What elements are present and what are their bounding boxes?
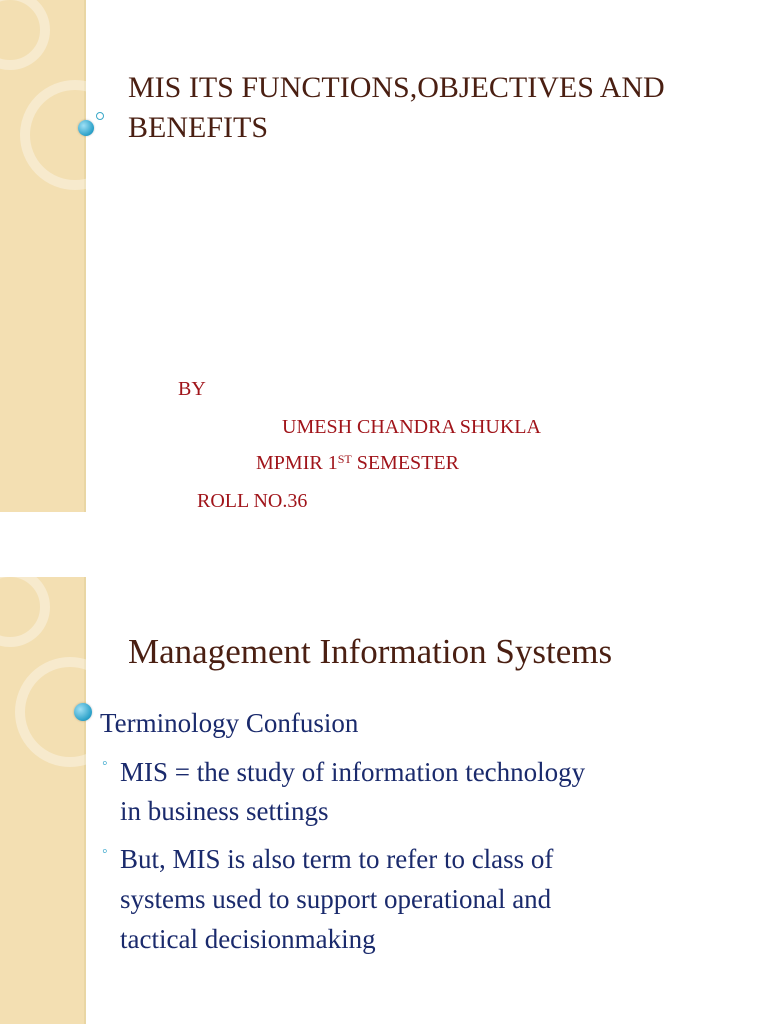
decorative-band xyxy=(0,0,84,512)
small-circle-icon xyxy=(96,112,104,120)
band-edge xyxy=(84,0,86,512)
slide-divider xyxy=(0,512,768,577)
decorative-ring xyxy=(20,80,130,190)
sub-bullet-icon: ◦ xyxy=(102,755,108,772)
sub-bullet-line: But, MIS is also term to refer to class of xyxy=(120,844,554,874)
sub-bullet-line: MIS = the study of information technology xyxy=(120,757,586,787)
sub-bullet-line: tactical decisionmaking xyxy=(120,924,376,954)
bullet-dot-icon xyxy=(78,120,94,136)
sub-bullet-icon: ◦ xyxy=(102,843,108,860)
slide-title: Management Information Systems xyxy=(128,632,613,671)
bullet-item: Terminology Confusion xyxy=(100,708,359,738)
course-prefix: MPMIR 1 xyxy=(256,452,338,474)
sub-bullet-line: systems used to support operational and xyxy=(120,884,552,914)
by-label: BY xyxy=(178,378,206,400)
roll-number: ROLL NO.36 xyxy=(197,490,308,512)
course-superscript: ST xyxy=(337,452,352,466)
content-slide xyxy=(0,577,768,1024)
sub-bullet-line: in business settings xyxy=(120,796,329,826)
course-suffix: SEMESTER xyxy=(351,452,459,474)
course-info xyxy=(256,452,459,475)
slide-title: MIS ITS FUNCTIONS,OBJECTIVES AND BENEFITS xyxy=(128,71,665,144)
author-name: UMESH CHANDRA SHUKLA xyxy=(282,416,541,438)
band-edge xyxy=(84,577,86,1024)
bullet-dot-icon xyxy=(74,703,92,721)
